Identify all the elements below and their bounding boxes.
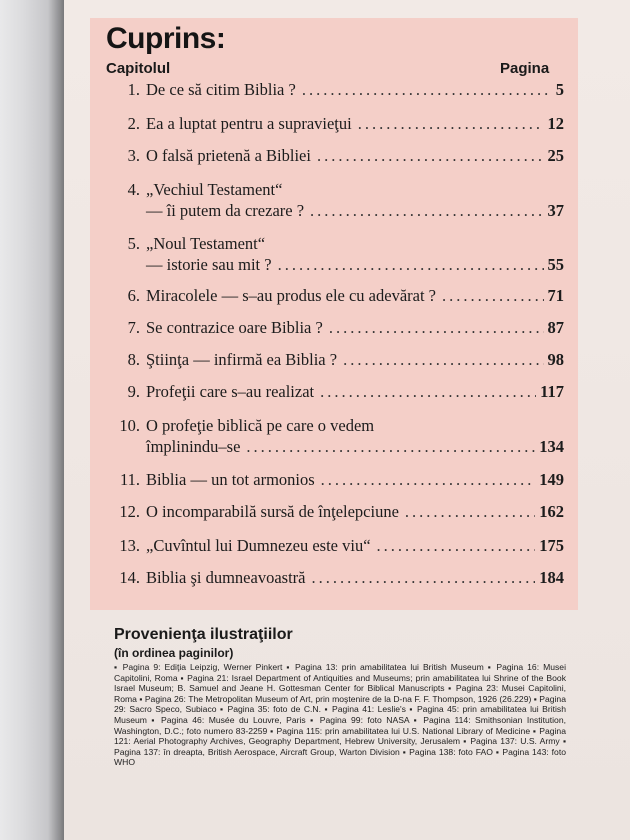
chapter-column-header: Capitolul [106, 60, 171, 77]
leader-dots [302, 80, 552, 100]
toc-entry-number: 12. [119, 502, 140, 521]
toc-entry-page: 37 [547, 201, 564, 220]
toc-entry-number: 8. [127, 350, 140, 369]
toc-entry-number: 13. [119, 536, 140, 555]
toc-entry-title: O incomparabilă sursă de înţelepciune [146, 502, 399, 521]
toc-entry-page: 71 [547, 286, 564, 305]
illustration-credits: ▪ Pagina 9: Ediţia Leipzig, Werner Pinkert ▪ Pagina 13: prin amabilitatea lui British Museum ▪ Pagina 16: Musei Capitolini, Roma ▪ Pagina 21: Israel Department of Antiquities and Museums; prin amabilitatea lui Shrine of the Book Israel Museum; B. Samuel and Jeane H. Gottesman Center for Biblical Manuscripts ▪ Pagina 23: Musei Capitolini, Roma ▪ Pagina 26: The Metropolitan Museum of Art, prin moştenire de la D-na F. F. Thompson, 1926 (26.229) ▪ Pagina 29: Sacro Speco, Subiaco ▪ Pagina 35: foto de C.N. ▪ Pagina 41: Leslie's ▪ Pagina 45: prin amabilitatea lui British Museum ▪ Pagina 46: Musée du Louvre, Paris ▪ Pagina 99: foto NASA ▪ Pagina 114: Smithsonian Institution, Washington, D.C.; foto numero 83-2259 ▪ Pagina 115: prin amabilitatea lui U.S. National Library of Medicine ▪ Pagina 121: Aerial Photography Archives, Geography Department, Hebrew University, Jerusalem ▪ Pagina 137: U.S. Army ▪ Pagina 137: în dreapta, British Aerospace, Aircraft Group, Warton Division ▪ Pagina 138: foto FAO ▪ Pagina 143: foto WHO [114, 662, 566, 768]
toc-entry-title: Biblia — un tot armonios [146, 470, 315, 489]
toc-entry-page: 25 [547, 146, 564, 165]
toc-entry-title-line1: O profeţie biblică pe care o vedem [146, 416, 375, 435]
toc-entry-page: 87 [547, 318, 564, 337]
leader-dots [278, 255, 544, 275]
leader-dots [317, 146, 544, 166]
toc-entry-title: împlinindu–se [146, 437, 241, 456]
toc-entry-number: 14. [119, 568, 140, 587]
leader-dots [321, 470, 536, 490]
page-column-header: Pagina [500, 60, 550, 77]
leader-dots [310, 201, 543, 221]
toc-entry-number: 2. [127, 114, 140, 133]
toc-entry-title: — îi putem da crezare ? [146, 201, 305, 220]
toc-entry-page: 134 [539, 437, 564, 456]
toc-entry-page: 117 [540, 382, 564, 401]
leader-dots [358, 114, 544, 134]
leader-dots [405, 502, 535, 522]
toc-entry-title: Biblia şi dumneavoastră [146, 568, 306, 587]
leader-dots [246, 437, 535, 457]
toc-entry-page: 55 [547, 255, 564, 274]
toc-entry-number: 4. [127, 180, 140, 199]
leader-dots [320, 382, 536, 402]
toc-entry-number: 1. [127, 80, 140, 99]
toc-entry-page: 98 [547, 350, 564, 369]
toc-entry-page: 149 [539, 470, 564, 489]
toc-entry-number: 3. [127, 146, 140, 165]
toc-entry-title: — istorie sau mit ? [146, 255, 272, 274]
toc-entry-title: Ştiinţa — infirmă ea Biblia ? [146, 350, 338, 369]
leader-dots [343, 350, 543, 370]
leader-dots [311, 568, 535, 588]
toc-entry-title: Profeţii care s–au realizat [146, 382, 315, 401]
illustrations-subheading: (în ordinea paginilor) [114, 646, 234, 660]
toc-entry-page: 162 [539, 502, 564, 521]
toc-entry-title: Miracolele — s–au produs ele cu adevărat ? [146, 286, 436, 305]
toc-entry-number: 11. [119, 470, 140, 489]
toc-entry-title: Se contrazice oare Biblia ? [146, 318, 323, 337]
toc-entry-page: 5 [555, 80, 564, 99]
toc-entry-title: De ce să citim Biblia ? [146, 80, 296, 99]
leader-dots [377, 536, 536, 556]
toc-entry-title: Ea a luptat pentru a supravieţui [146, 114, 352, 133]
toc-entry-number: 5. [127, 234, 140, 253]
toc-entry-page: 184 [539, 568, 564, 587]
toc-entry-number: 7. [127, 318, 140, 337]
toc-entry-page: 12 [547, 114, 564, 133]
leader-dots [442, 286, 544, 306]
toc-entry-title-line1: „Vechiul Testament“ [146, 180, 283, 199]
toc-entry-title-line1: „Noul Testament“ [146, 234, 266, 253]
illustrations-heading: Provenienţa ilustraţiilor [114, 626, 293, 643]
toc-entry-title: „Cuvîntul lui Dumnezeu este viu“ [146, 536, 371, 555]
leader-dots [329, 318, 544, 338]
toc-entry-number: 10. [119, 416, 140, 435]
toc-entry-number: 6. [127, 286, 140, 305]
toc-entry-title: O falsă prietenă a Bibliei [146, 146, 311, 165]
page-title: Cuprins: [106, 22, 226, 55]
toc-entry-number: 9. [127, 382, 140, 401]
toc-entry-page: 175 [539, 536, 564, 555]
